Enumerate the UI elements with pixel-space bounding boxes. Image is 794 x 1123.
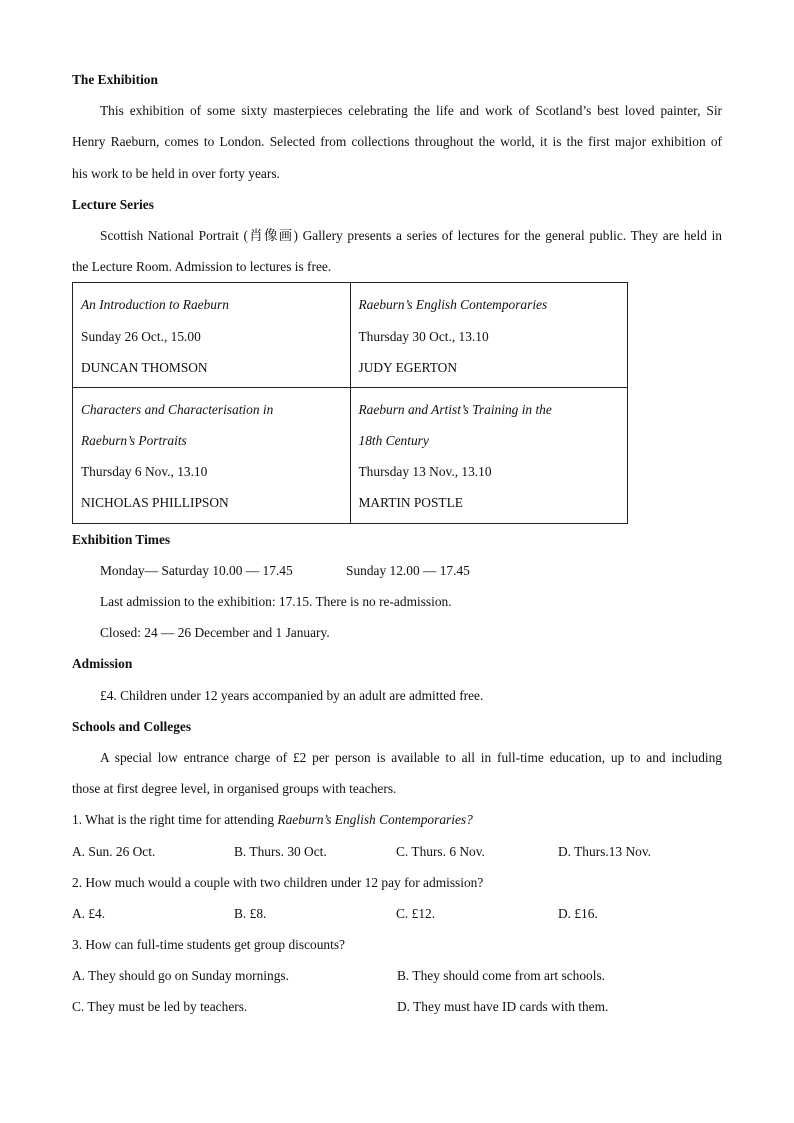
- schools-text-line: those at first degree level, in organised groups with teachers.: [72, 781, 397, 797]
- lecture-cell: [350, 387, 628, 523]
- question-1-options: [72, 836, 722, 867]
- question-2: 2. How much would a couple with two children under 12 pay for admission?: [72, 874, 484, 890]
- lecture-table: [72, 282, 628, 523]
- lecture-speaker: NICHOLAS PHILLIPSON: [81, 495, 229, 511]
- question-2-options: [72, 898, 722, 929]
- lecture-cell: [73, 387, 351, 523]
- lecture-date: Thursday 6 Nov., 13.10: [81, 464, 208, 480]
- option: B. £8.: [234, 905, 267, 921]
- schools-text-line: A special low entrance charge of £2 per person is available to all in full-time education, up to and including: [100, 749, 722, 765]
- lecture-cell: [350, 283, 628, 388]
- option: C. They must be led by teachers.: [72, 999, 248, 1015]
- question-3-options: [72, 991, 722, 1022]
- weekday-hours: Monday— Saturday 10.00 — 17.45: [100, 562, 293, 578]
- option: C. £12.: [396, 905, 436, 921]
- admission-text: £4. Children under 12 years accompanied by an adult are admitted free.: [100, 687, 484, 703]
- lecture-title: 18th Century: [358, 433, 429, 449]
- exhibition-times-heading: Exhibition Times: [72, 531, 171, 547]
- lecture-title: Raeburn and Artist’s Training in the: [358, 401, 552, 417]
- admission-heading: Admission: [72, 656, 133, 672]
- opening-hours: [72, 555, 722, 586]
- exhibition-text-line: his work to be held in over forty years.: [72, 165, 280, 181]
- closed-dates: Closed: 24 — 26 December and 1 January.: [100, 625, 330, 641]
- lecture-title: Characters and Characterisation in: [81, 401, 274, 417]
- lecture-date: Thursday 30 Oct., 13.10: [358, 328, 489, 344]
- option: D. Thurs.13 Nov.: [558, 843, 651, 859]
- lecture-speaker: DUNCAN THOMSON: [81, 359, 208, 375]
- sunday-hours: Sunday 12.00 — 17.45: [346, 562, 470, 578]
- question-1: [72, 804, 722, 835]
- question-stem-italic: Raeburn’s English Contemporaries?: [277, 812, 473, 828]
- option: D. £16.: [558, 905, 598, 921]
- lecture-intro-line: the Lecture Room. Admission to lectures is free.: [72, 259, 332, 275]
- option: B. Thurs. 30 Oct.: [234, 843, 327, 859]
- question-stem: 1. What is the right time for attending: [72, 812, 278, 828]
- exhibition-text-line: Henry Raeburn, comes to London. Selected from collections throughout the world, it is the first major exhibition of: [72, 134, 722, 150]
- lecture-date: Thursday 13 Nov., 13.10: [358, 464, 492, 480]
- option: D. They must have ID cards with them.: [397, 999, 609, 1015]
- lecture-cell: [73, 283, 351, 388]
- lecture-speaker: MARTIN POSTLE: [358, 495, 463, 511]
- option: A. They should go on Sunday mornings.: [72, 968, 289, 984]
- schools-heading: Schools and Colleges: [72, 718, 192, 734]
- option: C. Thurs. 6 Nov.: [396, 843, 485, 859]
- option: B. They should come from art schools.: [397, 968, 606, 984]
- lecture-series-heading: Lecture Series: [72, 196, 154, 212]
- question-3: 3. How can full-time students get group discounts?: [72, 937, 345, 953]
- last-admission: Last admission to the exhibition: 17.15. There is no re-admission.: [100, 594, 452, 609]
- option: A. £4.: [72, 905, 106, 921]
- lecture-intro-line: Scottish National Portrait (肖像画) Gallery presents a series of lectures for the general public. They are held in: [100, 227, 722, 243]
- lecture-title: An Introduction to Raeburn: [81, 297, 229, 313]
- question-3-options: [72, 960, 722, 991]
- exhibition-text-line: This exhibition of some sixty masterpieces celebrating the life and work of Scotland’s best loved painter, Sir: [100, 103, 722, 119]
- lecture-title: Raeburn’s Portraits: [81, 433, 187, 449]
- option: A. Sun. 26 Oct.: [72, 843, 156, 859]
- exhibition-heading: The Exhibition: [72, 72, 158, 87]
- lecture-speaker: JUDY EGERTON: [358, 359, 458, 375]
- document-page: [72, 64, 722, 1023]
- lecture-title: Raeburn’s English Contemporaries: [358, 297, 548, 313]
- lecture-date: Sunday 26 Oct., 15.00: [81, 328, 201, 344]
